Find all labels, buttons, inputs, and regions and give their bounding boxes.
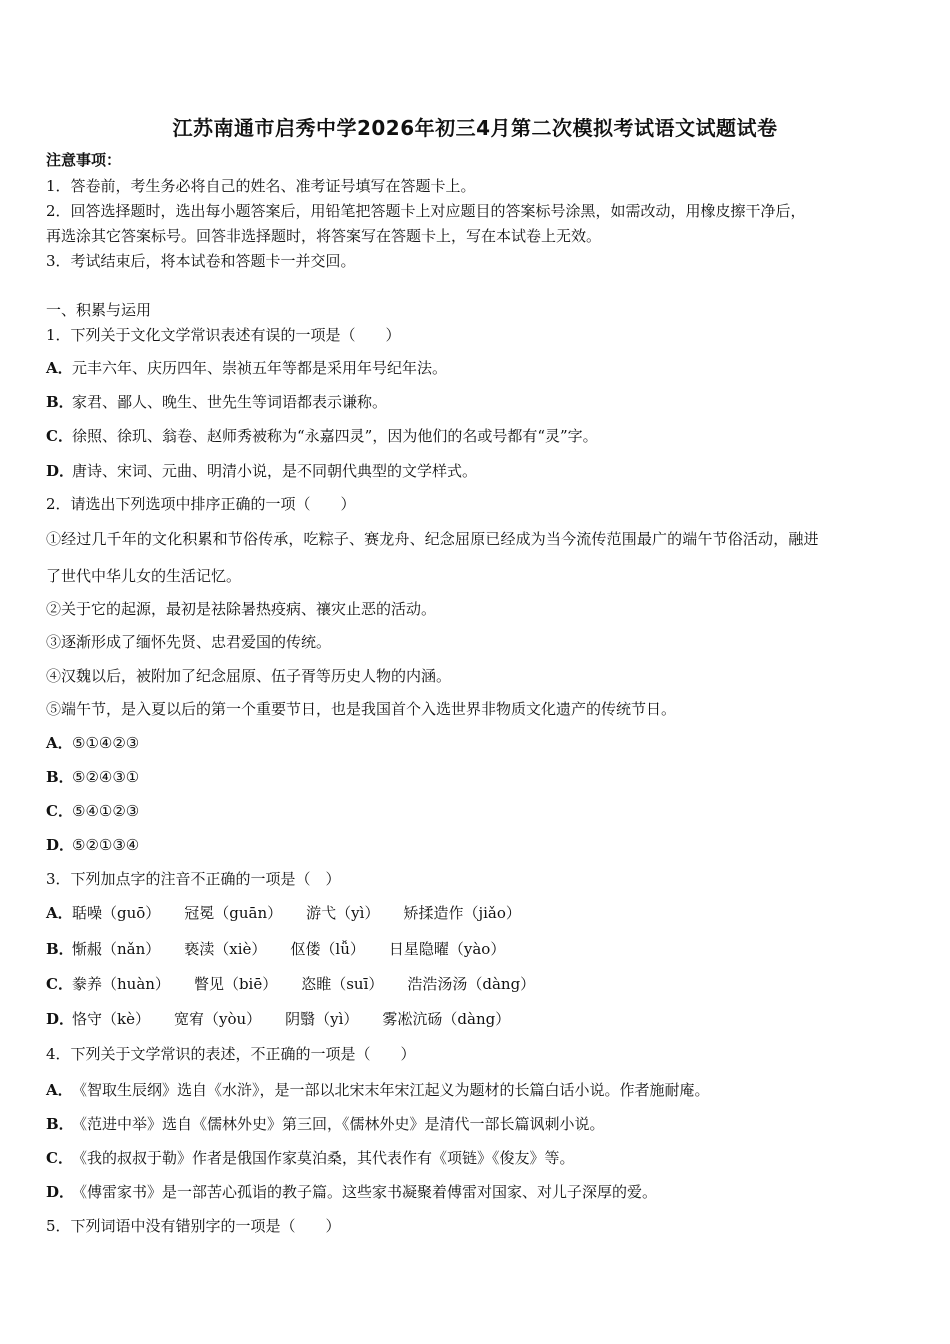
option-c: [46, 1148, 575, 1168]
sentence-5: ⑤端午节，是入夏以后的第一个重要节日，也是我国首个入选世界非物质文化遗产的传统节日。: [46, 700, 677, 718]
pinyin-item: 豢养（huàn）: [72, 975, 170, 993]
option-text: ⑤①④②③: [72, 734, 140, 752]
pinyin-item: 浩浩汤汤（dàng）: [407, 975, 536, 993]
question-stem: 1．下列关于文化文学常识表述有误的一项是（ ）: [46, 326, 401, 344]
option-label: B．: [46, 768, 74, 786]
option-text: 元丰六年、庆历四年、崇祯五年等都是采用年号纪年法。: [72, 359, 448, 377]
option-text: 《范进中举》选自《儒林外史》第三回，《儒林外史》是清代一部长篇讽刺小说。: [72, 1115, 605, 1133]
notice-item: 2．回答选择题时，选出每小题答案后，用铅笔把答题卡上对应题目的答案标号涂黑，如需改动，用橡皮擦干净后，: [46, 202, 806, 220]
notice-item: 再选涂其它答案标号。回答非选择题时，将答案写在答题卡上，写在本试卷上无效。: [46, 227, 602, 245]
pinyin-item: 瞥见（biē）: [193, 975, 278, 993]
option-d: [46, 461, 477, 481]
option-label: A．: [46, 359, 73, 377]
option-b: [46, 1114, 605, 1134]
option-c: [46, 974, 535, 994]
question-stem: 2．请选出下列选项中排序正确的一项（ ）: [46, 495, 356, 513]
pinyin-item: 游弋（yì）: [306, 904, 380, 922]
pinyin-item: 冠冕（guān）: [184, 904, 283, 922]
option-text: ⑤②④③①: [72, 768, 140, 786]
pinyin-item: 亵渎（xiè）: [184, 940, 267, 958]
option-d: [46, 1009, 510, 1029]
option-text: 《我的叔叔于勒》作者是俄国作家莫泊桑，其代表作有《项链》《俊友》等。: [72, 1149, 575, 1167]
pinyin-item: 矫揉造作（jiǎo）: [403, 904, 521, 922]
option-label: D．: [46, 1010, 75, 1028]
option-c: [46, 426, 598, 446]
option-label: C．: [46, 1149, 73, 1167]
option-label: A．: [46, 1081, 73, 1099]
pinyin-item: 宽宥（yòu）: [173, 1010, 262, 1028]
notice-item: 1．答卷前，考生务必将自己的姓名、准考证号填写在答题卡上。: [46, 177, 476, 195]
sentence-1-cont: 了世代中华儿女的生活记忆。: [46, 567, 242, 585]
question-stem: 5．下列词语中没有错别字的一项是（ ）: [46, 1217, 341, 1235]
option-d: [46, 1182, 657, 1202]
question-stem: 3．下列加点字的注音不正确的一项是（ ）: [46, 870, 341, 888]
option-text: 《智取生辰纲》选自《水浒》，是一部以北宋末年宋江起义为题材的长篇白话小说。作者施耐庵。: [72, 1081, 710, 1099]
option-label: D．: [46, 1183, 75, 1201]
sentence-3: ③逐渐形成了缅怀先贤、忠君爱国的传统。: [46, 633, 332, 651]
option-label: B．: [46, 940, 74, 958]
pinyin-item: 聒噪（guō）: [72, 904, 161, 922]
notice-item: 3．考试结束后，将本试卷和答题卡一并交回。: [46, 252, 356, 270]
option-text: ⑤②①③④: [72, 836, 140, 854]
pinyin-item: 伛偻（lǚ）: [290, 940, 365, 958]
sentence-1: ①经过几千年的文化积累和节俗传承，吃粽子、赛龙舟、纪念屈原已经成为当今流传范围最广的端午节俗活动，融进: [46, 530, 819, 548]
option-text: 徐照、徐玑、翁卷、赵师秀被称为“永嘉四灵”，因为他们的名或号都有“灵”字。: [72, 427, 598, 445]
option-text: 家君、鄙人、晚生、世先生等词语都表示谦称。: [72, 393, 388, 411]
option-a: [46, 733, 139, 753]
option-label: A．: [46, 734, 73, 752]
section-heading: 一、积累与运用: [46, 301, 152, 319]
option-label: B．: [46, 393, 74, 411]
pinyin-item: 日星隐曜（yào）: [388, 940, 506, 958]
option-b: [46, 392, 387, 412]
pinyin-item: 阴翳（yì）: [285, 1010, 359, 1028]
option-a: [46, 1080, 710, 1100]
page-title: 江苏南通市启秀中学2026年初三4月第二次模拟考试语文试题试卷: [172, 116, 778, 140]
option-b: [46, 939, 505, 959]
pinyin-item: 恪守（kè）: [72, 1010, 150, 1028]
option-c: [46, 801, 139, 821]
option-text: ⑤④①②③: [72, 802, 140, 820]
option-text: 《傅雷家书》是一部苦心孤诣的教子篇。这些家书凝聚着傅雷对国家、对儿子深厚的爱。: [72, 1183, 658, 1201]
option-d: [46, 835, 139, 855]
pinyin-item: 雾凇沆砀（dàng）: [382, 1010, 511, 1028]
pinyin-item: 惭赧（nǎn）: [72, 940, 161, 958]
option-label: D．: [46, 836, 75, 854]
option-b: [46, 767, 139, 787]
sentence-2: ②关于它的起源，最初是祛除暑热疫病、禳灾止恶的活动。: [46, 600, 437, 618]
option-label: D．: [46, 462, 75, 480]
pinyin-item: 恣睢（suī）: [301, 975, 384, 993]
option-label: C．: [46, 427, 73, 445]
option-text: 唐诗、宋词、元曲、明清小说，是不同朝代典型的文学样式。: [72, 462, 478, 480]
option-a: [46, 358, 447, 378]
option-a: [46, 903, 521, 923]
question-stem: 4．下列关于文学常识的表述，不正确的一项是（ ）: [46, 1045, 416, 1063]
option-label: B．: [46, 1115, 74, 1133]
sentence-4: ④汉魏以后，被附加了纪念屈原、伍子胥等历史人物的内涵。: [46, 667, 452, 685]
option-label: A．: [46, 904, 73, 922]
option-label: C．: [46, 975, 73, 993]
notice-heading: 注意事项：: [46, 151, 122, 169]
option-label: C．: [46, 802, 73, 820]
